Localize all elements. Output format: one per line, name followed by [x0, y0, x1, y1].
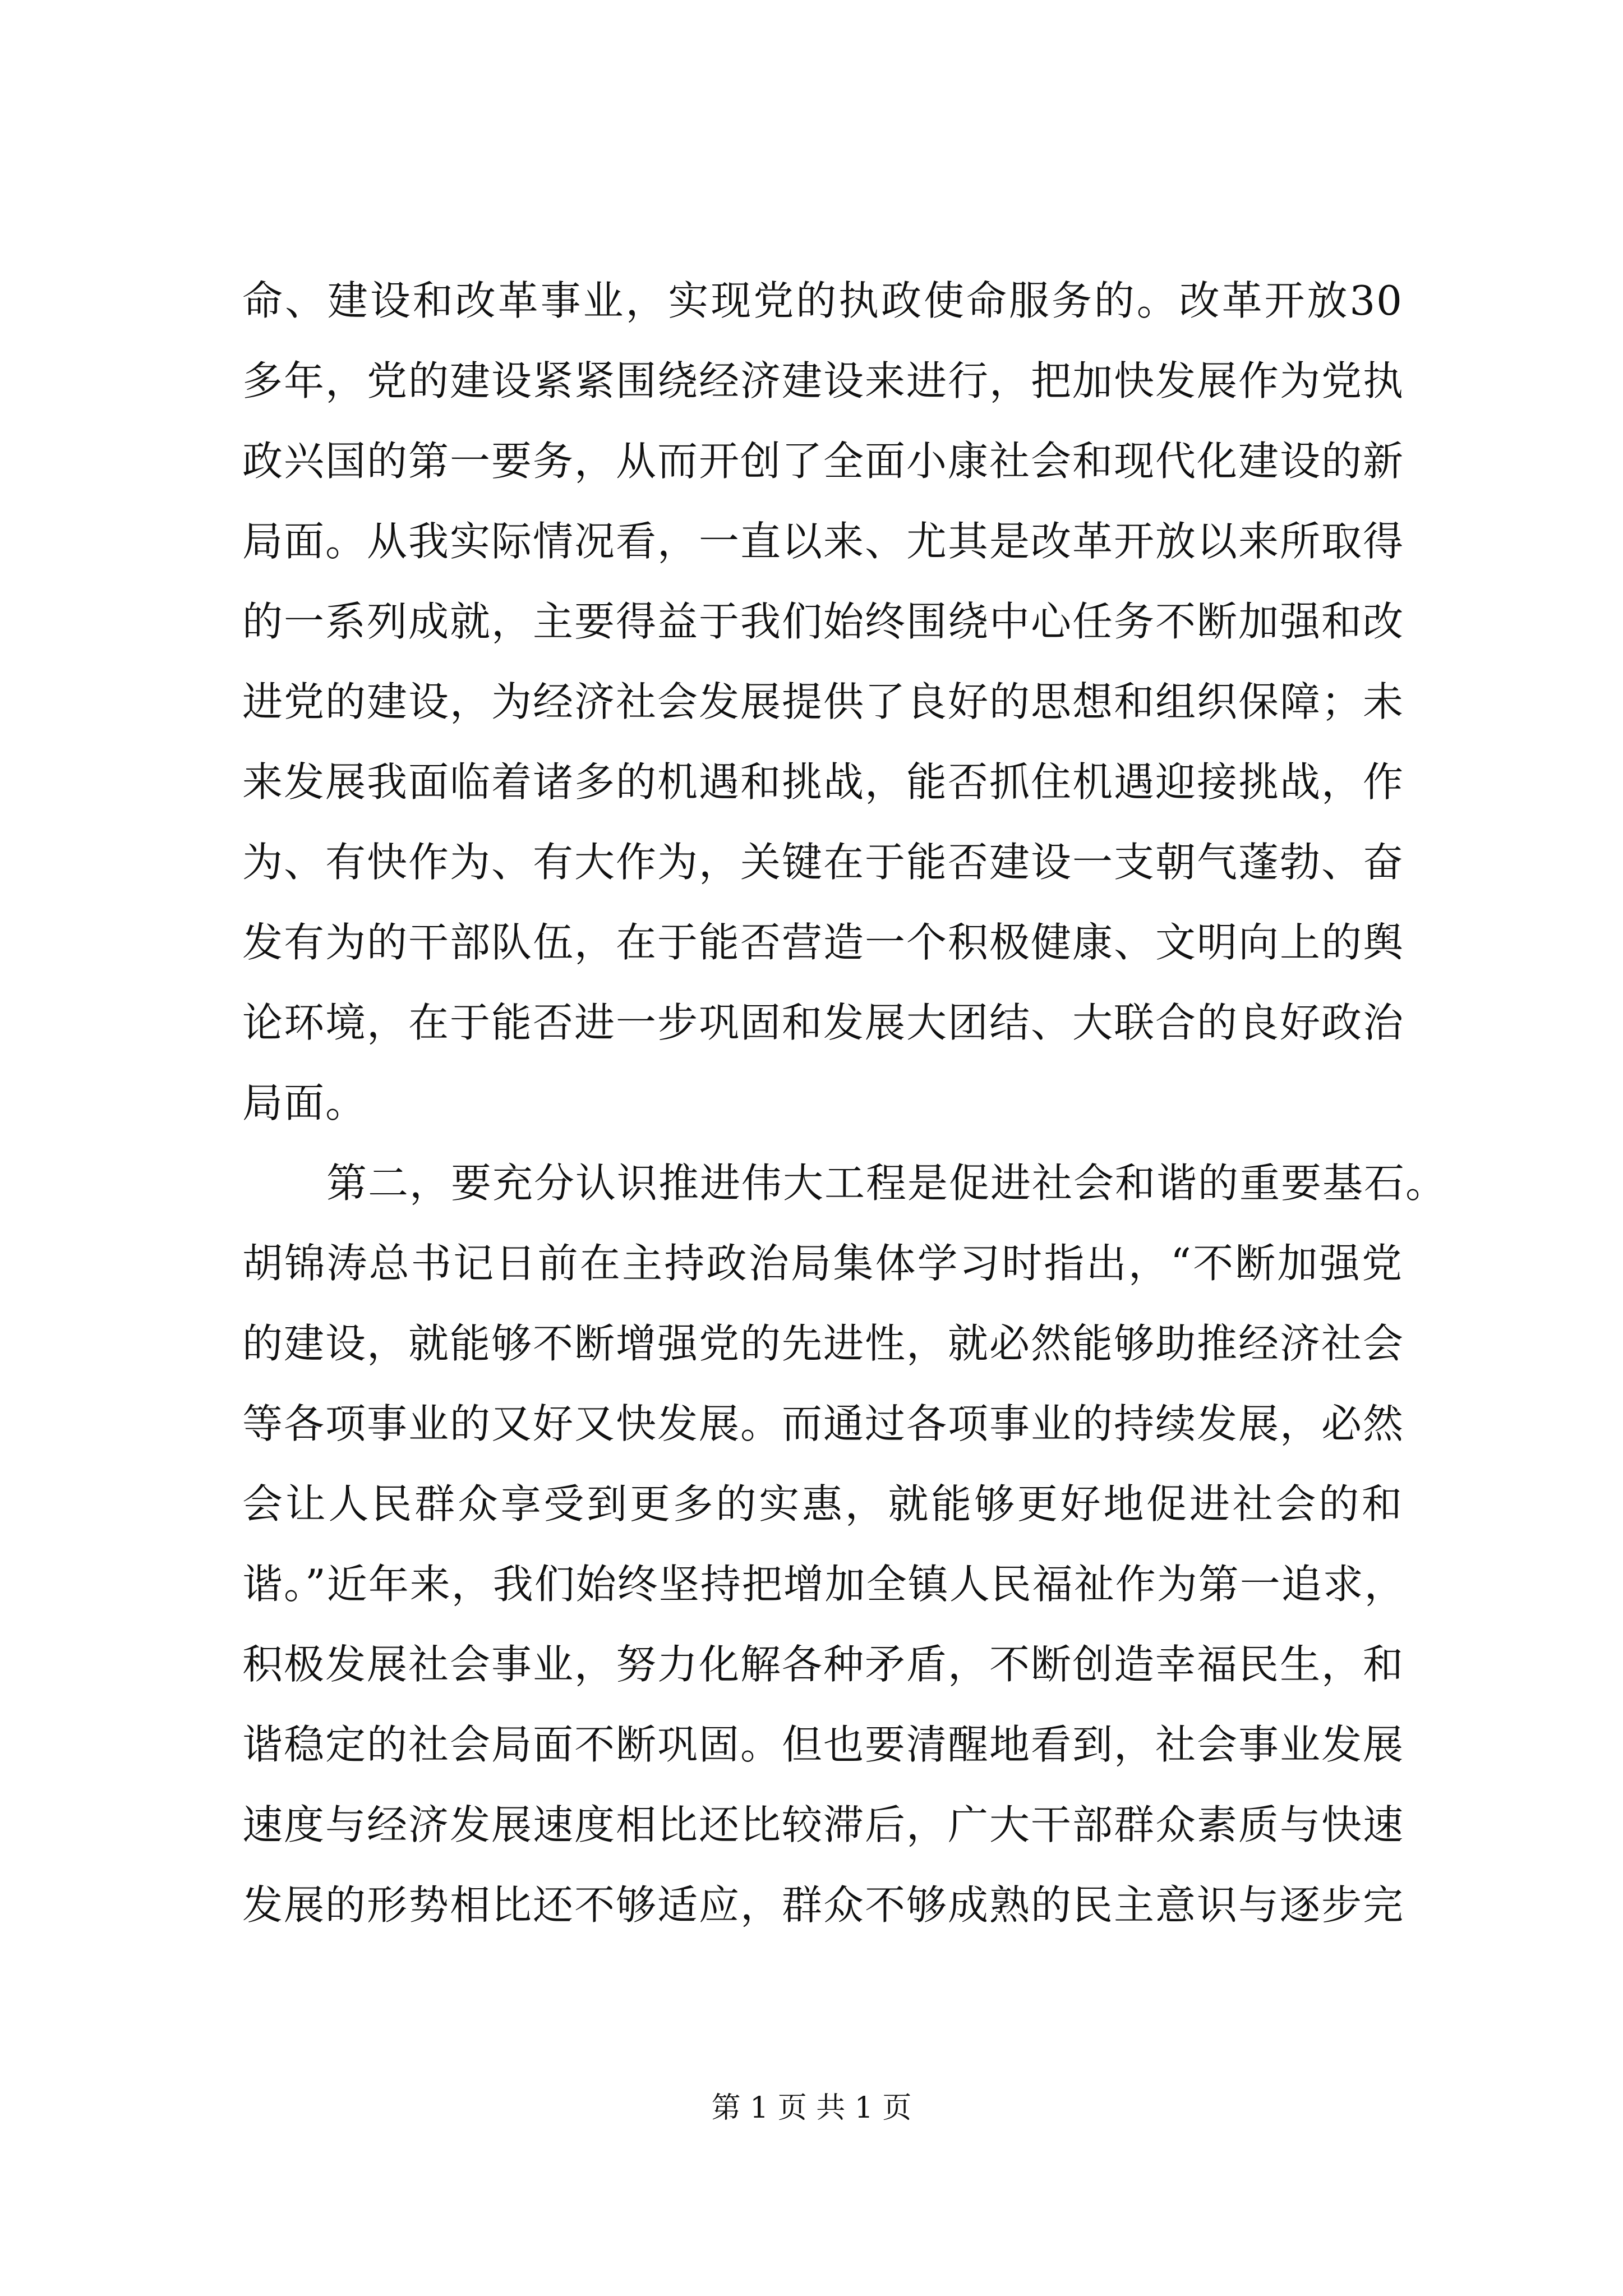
text-line: 命、建设和改革事业，实现党的执政使命服务的。改革开放30 [242, 277, 1403, 324]
page-footer: 第 1 页 共 1 页 [711, 2091, 912, 2125]
text-line: 来发展我面临着诸多的机遇和挑战，能否抓住机遇迎接挑战，作 [242, 758, 1405, 806]
text-line: 局面。从我实际情况看，一直以来、尤其是改革开放以来所取得 [242, 518, 1405, 565]
text-line: 胡锦涛总书记日前在主持政治局集体学习时指出，“不断加强党 [242, 1240, 1403, 1287]
text-line: 积极发展社会事业，努力化解各种矛盾，不断创造幸福民生，和 [242, 1641, 1405, 1688]
text-line: 发展的形势相比还不够适应，群众不够成熟的民主意识与逐步完 [242, 1881, 1405, 1929]
text-line: 多年，党的建设紧紧围绕经济建设来进行，把加快发展作为党执 [242, 357, 1405, 404]
text-line: 谐。”近年来，我们始终坚持把增加全镇人民福祉作为第一追求， [242, 1561, 1406, 1608]
text-line: 论环境，在于能否进一步巩固和发展大团结、大联合的良好政治 [242, 999, 1405, 1046]
text-line: 进党的建设，为经济社会发展提供了良好的思想和组织保障；未 [242, 678, 1405, 725]
text-line: 速度与经济发展速度相比还比较滞后，广大干部群众素质与快速 [242, 1801, 1405, 1848]
text-line: 的建设，就能够不断增强党的先进性，就必然能够助推经济社会 [242, 1320, 1405, 1367]
text-line: 为、有快作为、有大作为，关键在于能否建设一支朝气蓬勃、奋 [242, 839, 1405, 886]
text-line: 谐稳定的社会局面不断巩固。但也要清醒地看到，社会事业发展 [242, 1721, 1405, 1768]
paragraph-first-line: 第二，要充分认识推进伟大工程是促进社会和谐的重要基石。 [326, 1159, 1447, 1207]
text-line: 局面。 [242, 1079, 367, 1126]
text-line: 的一系列成就，主要得益于我们始终围绕中心任务不断加强和改 [242, 598, 1405, 645]
document-body [242, 261, 1447, 1945]
text-line: 会让人民群众享受到更多的实惠，就能够更好地促进社会的和 [242, 1480, 1403, 1527]
text-line: 发有为的干部队伍，在于能否营造一个积极健康、文明向上的舆 [242, 919, 1405, 966]
text-line: 等各项事业的又好又快发展。而通过各项事业的持续发展，必然 [242, 1400, 1405, 1447]
text-line: 政兴国的第一要务，从而开创了全面小康社会和现代化建设的新 [242, 438, 1405, 485]
